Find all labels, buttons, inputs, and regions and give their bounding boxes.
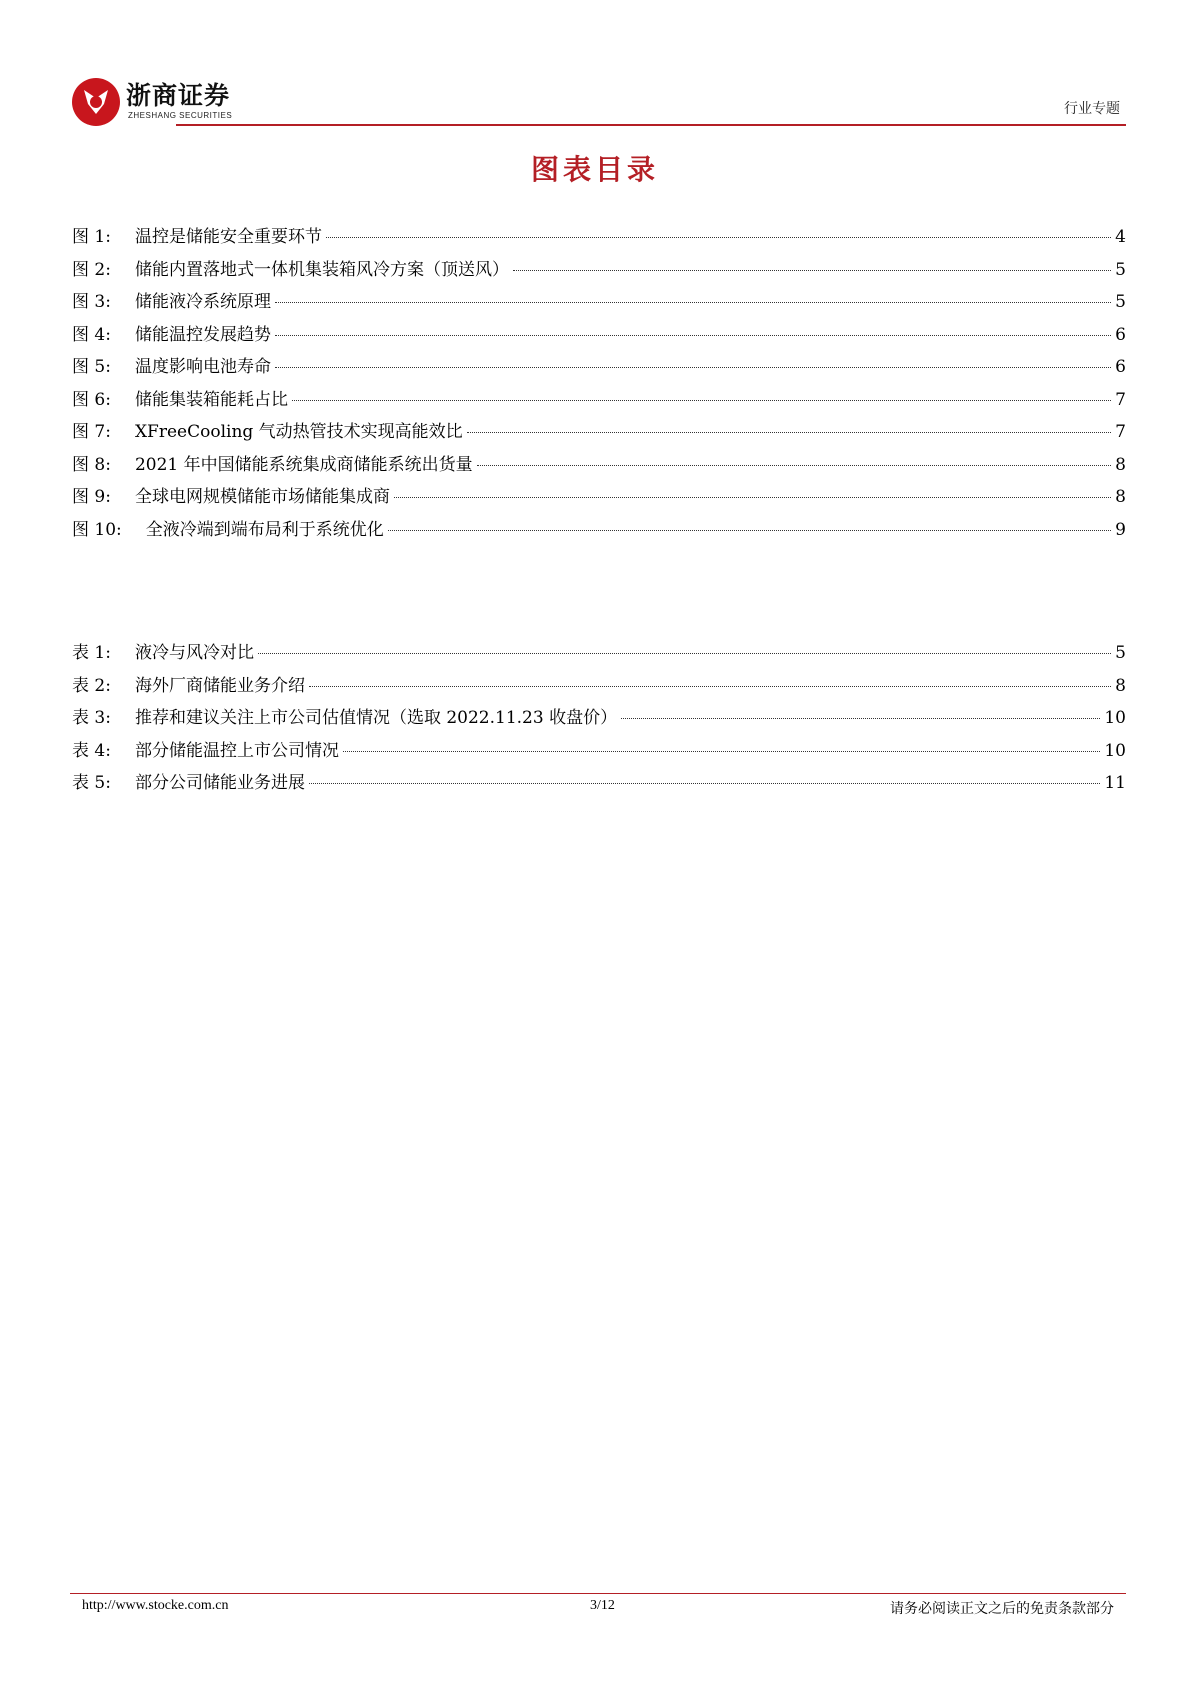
dot-leader	[275, 366, 1111, 368]
entry-label: 图 8:	[72, 454, 111, 475]
brand-name-en: ZHESHANG SECURITIES	[128, 111, 233, 120]
entry-page: 11	[1104, 773, 1126, 793]
dot-leader	[309, 685, 1111, 687]
entry-text: 部分公司储能业务进展	[134, 773, 305, 793]
entry-label: 图 6:	[72, 389, 111, 410]
entry-text: 2021 年中国储能系统集成商储能系统出货量	[134, 454, 473, 475]
toc-entry-table-5[interactable]	[72, 768, 1126, 801]
entry-text: XFreeCooling 气动热管技术实现高能效比	[134, 422, 463, 442]
report-type: 行业专题	[1064, 101, 1120, 117]
toc-entry-table-2[interactable]	[72, 671, 1126, 704]
entry-page: 7	[1115, 422, 1126, 442]
header-divider	[176, 124, 1126, 126]
entry-text: 海外厂商储能业务介绍	[134, 675, 305, 696]
entry-page: 8	[1115, 675, 1126, 696]
entry-label: 表 1:	[72, 643, 111, 663]
footer-url-link[interactable]: http://www.stocke.com.cn	[82, 1598, 229, 1613]
entry-page: 6	[1115, 357, 1126, 377]
entry-page: 8	[1115, 487, 1126, 507]
dot-leader	[467, 431, 1111, 433]
entry-label: 图 2:	[72, 259, 111, 280]
table-list	[72, 638, 1126, 801]
entry-label: 图 10:	[72, 519, 122, 540]
entry-page: 6	[1115, 324, 1126, 345]
entry-text: 储能液冷系统原理	[134, 292, 271, 312]
entry-page: 8	[1115, 454, 1126, 475]
dot-leader	[292, 399, 1111, 401]
entry-label: 图 9:	[72, 487, 111, 507]
toc-entry-figure-4[interactable]	[72, 320, 1126, 353]
entry-text: 液冷与风冷对比	[134, 643, 254, 663]
page-number: 3/12	[590, 1598, 615, 1613]
entry-page: 5	[1115, 643, 1126, 663]
page-header	[70, 64, 1126, 128]
page-footer	[70, 1598, 1126, 1618]
entry-page: 4	[1115, 227, 1126, 247]
entry-label: 表 2:	[72, 675, 111, 696]
toc-entry-figure-2[interactable]	[72, 255, 1126, 288]
toc-entry-figure-9[interactable]	[72, 482, 1126, 515]
entry-text: 温控是储能安全重要环节	[134, 227, 322, 247]
entry-text: 温度影响电池寿命	[134, 357, 271, 377]
entry-page: 10	[1104, 740, 1126, 761]
entry-text: 储能集装箱能耗占比	[134, 389, 288, 410]
toc-entry-figure-6[interactable]	[72, 385, 1126, 418]
toc-entry-table-3[interactable]	[72, 703, 1126, 736]
dot-leader	[326, 236, 1111, 238]
dot-leader	[394, 496, 1111, 498]
entry-text: 储能内置落地式一体机集装箱风冷方案（顶送风）	[134, 259, 509, 280]
entry-page: 9	[1115, 519, 1126, 540]
dot-leader	[275, 301, 1111, 303]
toc-entry-table-4[interactable]	[72, 736, 1126, 769]
entry-text: 全液冷端到端布局利于系统优化	[145, 519, 384, 540]
footer-divider	[70, 1593, 1126, 1594]
entry-label: 表 3:	[72, 708, 111, 728]
brand-name-cn: 浙商证券	[126, 81, 231, 110]
toc-title: 图表目录	[530, 153, 659, 186]
entry-text: 储能温控发展趋势	[134, 324, 271, 345]
entry-page: 7	[1115, 389, 1126, 410]
entry-text: 部分储能温控上市公司情况	[134, 740, 339, 761]
dot-leader	[258, 652, 1111, 654]
entry-label: 图 4:	[72, 324, 111, 345]
toc-entry-figure-1[interactable]	[72, 222, 1126, 255]
entry-label: 表 5:	[72, 773, 111, 793]
entry-page: 10	[1104, 708, 1126, 728]
dot-leader	[343, 750, 1100, 752]
toc-entry-figure-3[interactable]	[72, 287, 1126, 320]
toc-entry-table-1[interactable]	[72, 638, 1126, 671]
entry-text: 推荐和建议关注上市公司估值情况（选取 2022.11.23 收盘价）	[134, 708, 618, 728]
figure-list	[72, 222, 1126, 547]
entry-text: 全球电网规模储能市场储能集成商	[134, 487, 390, 507]
entry-page: 5	[1115, 259, 1126, 280]
entry-label: 图 5:	[72, 357, 111, 377]
entry-label: 图 7:	[72, 422, 111, 442]
zheshang-logo-icon	[70, 76, 122, 128]
dot-leader	[275, 334, 1111, 336]
toc-entry-figure-8[interactable]	[72, 450, 1126, 483]
dot-leader	[309, 782, 1100, 784]
footer-disclaimer: 请务必阅读正文之后的免责条款部分	[890, 1601, 1114, 1617]
dot-leader	[621, 717, 1100, 719]
entry-page: 5	[1115, 292, 1126, 312]
dot-leader	[477, 464, 1112, 466]
entry-label: 表 4:	[72, 740, 111, 761]
toc-entry-figure-5[interactable]	[72, 352, 1126, 385]
dot-leader	[388, 529, 1111, 531]
toc-entry-figure-7[interactable]	[72, 417, 1126, 450]
toc-entry-figure-10[interactable]	[72, 515, 1126, 548]
dot-leader	[513, 269, 1111, 271]
entry-label: 图 3:	[72, 292, 111, 312]
entry-label: 图 1:	[72, 227, 111, 247]
